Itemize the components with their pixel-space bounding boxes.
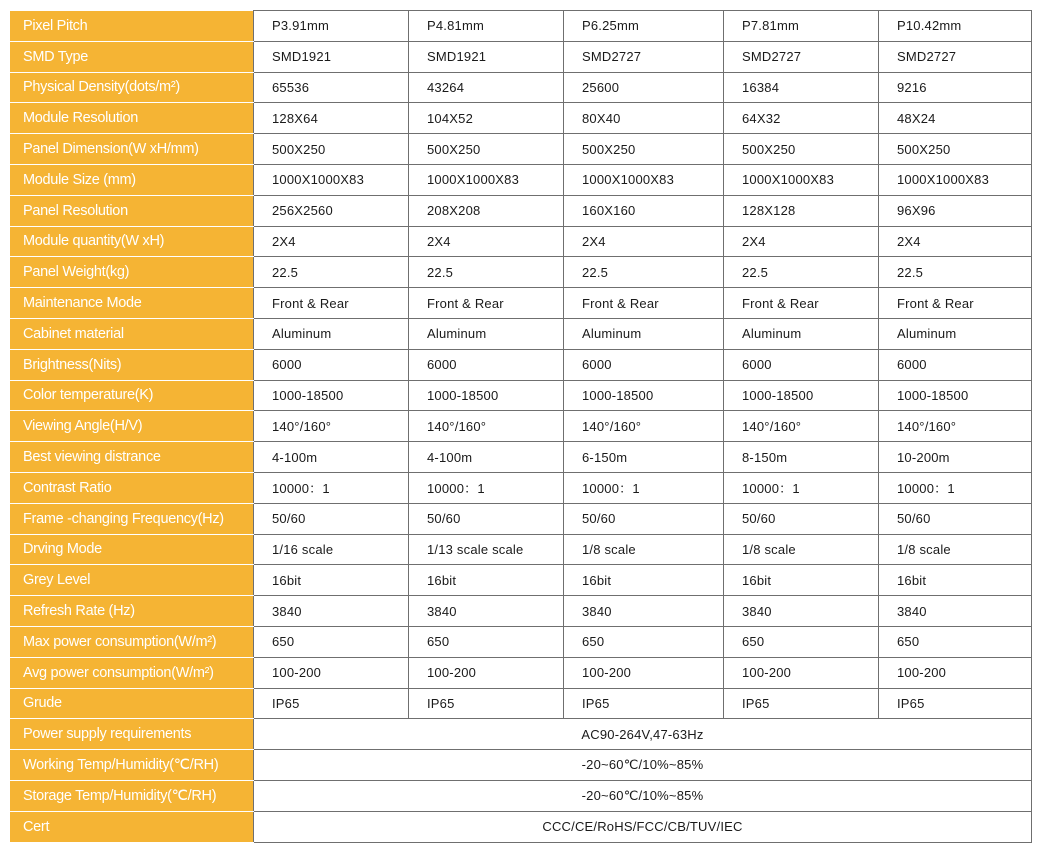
spec-table <box>10 10 1032 843</box>
row-label: Panel Resolution <box>11 195 254 226</box>
table-cell: 2X4 <box>409 226 564 257</box>
table-row <box>11 380 1032 411</box>
table-cell: 1/8 scale <box>564 534 724 565</box>
table-cell: 104X52 <box>409 103 564 134</box>
table-row <box>11 626 1032 657</box>
table-cell: P4.81mm <box>409 11 564 42</box>
table-cell: 1000X1000X83 <box>254 164 409 195</box>
table-cell: SMD2727 <box>879 41 1032 72</box>
row-label: Max power consumption(W/m²) <box>11 626 254 657</box>
merged-cell: -20~60℃/10%~85% <box>254 780 1032 811</box>
table-cell: 2X4 <box>724 226 879 257</box>
table-cell: IP65 <box>409 688 564 719</box>
table-cell: 6000 <box>564 349 724 380</box>
merged-cell: CCC/CE/RoHS/FCC/CB/TUV/IEC <box>254 811 1032 842</box>
table-cell: 650 <box>564 626 724 657</box>
table-cell: 6000 <box>409 349 564 380</box>
table-cell: Front & Rear <box>564 288 724 319</box>
table-cell: 50/60 <box>254 503 409 534</box>
table-row-merged <box>11 811 1032 842</box>
row-label: Contrast Ratio <box>11 472 254 503</box>
row-label: Avg power consumption(W/m²) <box>11 657 254 688</box>
table-cell: 650 <box>409 626 564 657</box>
table-cell: 16bit <box>254 565 409 596</box>
table-cell: 208X208 <box>409 195 564 226</box>
table-cell: 1000-18500 <box>564 380 724 411</box>
table-cell: IP65 <box>879 688 1032 719</box>
table-row <box>11 288 1032 319</box>
table-cell: IP65 <box>724 688 879 719</box>
table-cell: 43264 <box>409 72 564 103</box>
table-cell: 80X40 <box>564 103 724 134</box>
table-cell: 25600 <box>564 72 724 103</box>
table-cell: 128X128 <box>724 195 879 226</box>
row-label: Module quantity(W xH) <box>11 226 254 257</box>
table-row-merged <box>11 780 1032 811</box>
table-cell: 256X2560 <box>254 195 409 226</box>
table-cell: 160X160 <box>564 195 724 226</box>
table-cell: 140°/160° <box>409 411 564 442</box>
table-cell: 140°/160° <box>879 411 1032 442</box>
merged-cell: AC90-264V,47-63Hz <box>254 719 1032 750</box>
row-label: Frame -changing Frequency(Hz) <box>11 503 254 534</box>
table-cell: 1000X1000X83 <box>724 164 879 195</box>
table-cell: P7.81mm <box>724 11 879 42</box>
table-cell: Front & Rear <box>254 288 409 319</box>
table-cell: 16384 <box>724 72 879 103</box>
row-label: Panel Weight(kg) <box>11 257 254 288</box>
table-cell: 16bit <box>564 565 724 596</box>
row-label: Viewing Angle(H/V) <box>11 411 254 442</box>
row-label: Grude <box>11 688 254 719</box>
row-label: Grey Level <box>11 565 254 596</box>
table-cell: 1000-18500 <box>879 380 1032 411</box>
table-cell: 50/60 <box>409 503 564 534</box>
table-cell: 140°/160° <box>564 411 724 442</box>
merged-cell: -20~60℃/10%~85% <box>254 750 1032 781</box>
row-label: Module Size (mm) <box>11 164 254 195</box>
table-cell: Aluminum <box>724 318 879 349</box>
table-cell: 3840 <box>564 596 724 627</box>
table-cell: 2X4 <box>254 226 409 257</box>
table-cell: Front & Rear <box>409 288 564 319</box>
table-cell: 140°/160° <box>724 411 879 442</box>
table-cell: 140°/160° <box>254 411 409 442</box>
row-label: Refresh Rate (Hz) <box>11 596 254 627</box>
table-cell: 10000：1 <box>254 472 409 503</box>
table-cell: 1/8 scale <box>724 534 879 565</box>
table-cell: 9216 <box>879 72 1032 103</box>
table-cell: 500X250 <box>879 134 1032 165</box>
table-cell: 1000X1000X83 <box>879 164 1032 195</box>
table-cell: 100-200 <box>879 657 1032 688</box>
table-cell: 6-150m <box>564 442 724 473</box>
table-row <box>11 11 1032 42</box>
table-cell: 2X4 <box>564 226 724 257</box>
spec-table-body <box>11 11 1032 843</box>
row-label: Drving Mode <box>11 534 254 565</box>
table-cell: 1/16 scale <box>254 534 409 565</box>
row-label: Cabinet material <box>11 318 254 349</box>
table-cell: 500X250 <box>409 134 564 165</box>
table-row-merged <box>11 719 1032 750</box>
table-row <box>11 318 1032 349</box>
table-row <box>11 472 1032 503</box>
table-cell: 96X96 <box>879 195 1032 226</box>
table-cell: 500X250 <box>564 134 724 165</box>
table-cell: 650 <box>879 626 1032 657</box>
table-cell: Aluminum <box>879 318 1032 349</box>
table-row <box>11 195 1032 226</box>
table-cell: 3840 <box>409 596 564 627</box>
table-row <box>11 688 1032 719</box>
table-cell: 100-200 <box>564 657 724 688</box>
table-cell: 16bit <box>724 565 879 596</box>
table-cell: SMD2727 <box>724 41 879 72</box>
table-cell: 8-150m <box>724 442 879 473</box>
table-cell: 650 <box>724 626 879 657</box>
table-cell: 128X64 <box>254 103 409 134</box>
table-cell: 6000 <box>724 349 879 380</box>
table-row <box>11 226 1032 257</box>
table-row <box>11 596 1032 627</box>
table-cell: Aluminum <box>409 318 564 349</box>
table-row <box>11 503 1032 534</box>
table-cell: 1000-18500 <box>254 380 409 411</box>
table-row <box>11 164 1032 195</box>
table-cell: P3.91mm <box>254 11 409 42</box>
table-cell: 65536 <box>254 72 409 103</box>
row-label: Power supply requirements <box>11 719 254 750</box>
table-cell: 100-200 <box>409 657 564 688</box>
row-label: Module Resolution <box>11 103 254 134</box>
table-cell: 2X4 <box>879 226 1032 257</box>
table-cell: 100-200 <box>724 657 879 688</box>
table-cell: 50/60 <box>879 503 1032 534</box>
table-cell: IP65 <box>564 688 724 719</box>
table-row <box>11 565 1032 596</box>
table-row <box>11 72 1032 103</box>
table-cell: 22.5 <box>254 257 409 288</box>
table-cell: 16bit <box>409 565 564 596</box>
row-label: SMD Type <box>11 41 254 72</box>
table-cell: P6.25mm <box>564 11 724 42</box>
table-cell: 10000：1 <box>409 472 564 503</box>
row-label: Cert <box>11 811 254 842</box>
table-row <box>11 349 1032 380</box>
table-cell: IP65 <box>254 688 409 719</box>
table-cell: 4-100m <box>254 442 409 473</box>
row-label: Color temperature(K) <box>11 380 254 411</box>
table-row <box>11 442 1032 473</box>
row-label: Maintenance Mode <box>11 288 254 319</box>
table-row <box>11 134 1032 165</box>
table-row <box>11 657 1032 688</box>
table-cell: SMD1921 <box>254 41 409 72</box>
table-cell: 10-200m <box>879 442 1032 473</box>
table-cell: 1/8 scale <box>879 534 1032 565</box>
table-cell: 22.5 <box>724 257 879 288</box>
table-cell: 6000 <box>879 349 1032 380</box>
table-cell: 1000X1000X83 <box>564 164 724 195</box>
table-row <box>11 257 1032 288</box>
table-cell: 50/60 <box>724 503 879 534</box>
table-cell: 6000 <box>254 349 409 380</box>
row-label: Storage Temp/Humidity(℃/RH) <box>11 780 254 811</box>
table-cell: Aluminum <box>254 318 409 349</box>
table-row <box>11 41 1032 72</box>
table-cell: 1000X1000X83 <box>409 164 564 195</box>
table-cell: Aluminum <box>564 318 724 349</box>
row-label: Best viewing distrance <box>11 442 254 473</box>
table-row <box>11 103 1032 134</box>
row-label: Working Temp/Humidity(℃/RH) <box>11 750 254 781</box>
table-cell: 22.5 <box>564 257 724 288</box>
table-row-merged <box>11 750 1032 781</box>
table-cell: 16bit <box>879 565 1032 596</box>
table-cell: SMD2727 <box>564 41 724 72</box>
table-cell: 48X24 <box>879 103 1032 134</box>
table-cell: 22.5 <box>879 257 1032 288</box>
table-cell: 3840 <box>879 596 1032 627</box>
table-cell: 100-200 <box>254 657 409 688</box>
table-cell: 1000-18500 <box>409 380 564 411</box>
table-cell: Front & Rear <box>724 288 879 319</box>
table-cell: 1000-18500 <box>724 380 879 411</box>
table-cell: Front & Rear <box>879 288 1032 319</box>
table-cell: 650 <box>254 626 409 657</box>
table-cell: 1/13 scale scale <box>409 534 564 565</box>
table-cell: 10000：1 <box>724 472 879 503</box>
table-cell: 50/60 <box>564 503 724 534</box>
table-cell: 4-100m <box>409 442 564 473</box>
table-row <box>11 411 1032 442</box>
row-label: Brightness(Nits) <box>11 349 254 380</box>
row-label: Pixel Pitch <box>11 11 254 42</box>
row-label: Panel Dimension(W xH/mm) <box>11 134 254 165</box>
row-label: Physical Density(dots/m²) <box>11 72 254 103</box>
table-cell: 500X250 <box>254 134 409 165</box>
table-cell: 22.5 <box>409 257 564 288</box>
table-cell: 500X250 <box>724 134 879 165</box>
table-row <box>11 534 1032 565</box>
table-cell: 10000：1 <box>879 472 1032 503</box>
table-cell: 64X32 <box>724 103 879 134</box>
table-cell: SMD1921 <box>409 41 564 72</box>
table-cell: P10.42mm <box>879 11 1032 42</box>
table-cell: 3840 <box>254 596 409 627</box>
table-cell: 10000：1 <box>564 472 724 503</box>
table-cell: 3840 <box>724 596 879 627</box>
